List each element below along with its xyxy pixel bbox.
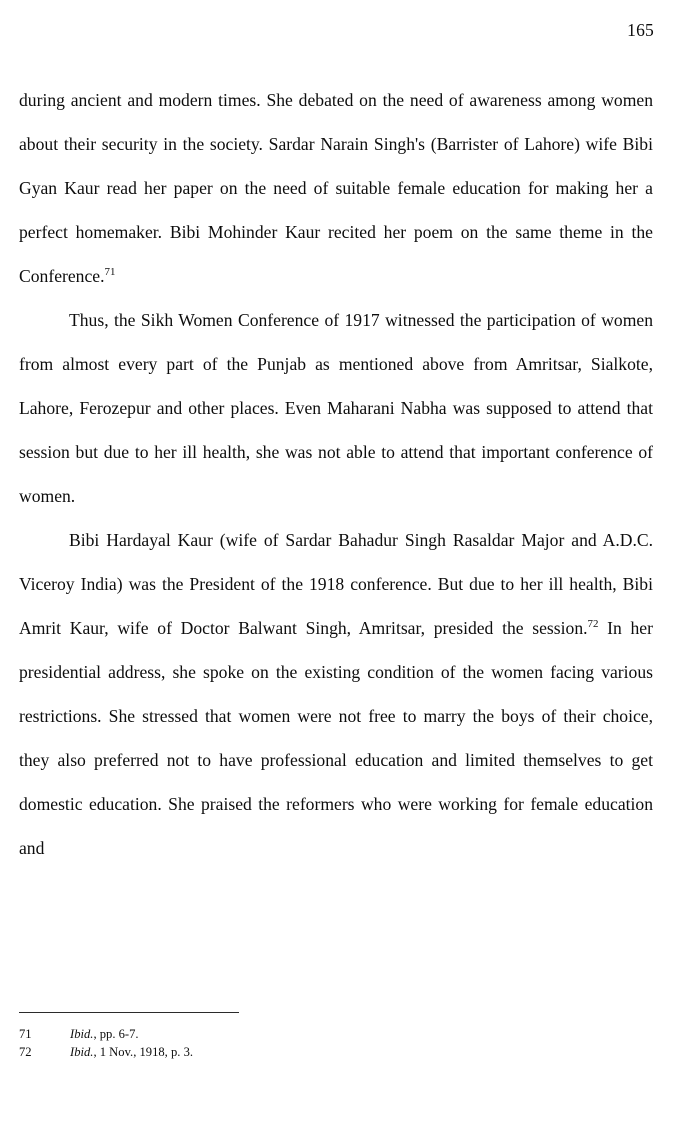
footnote-number: 72 <box>19 1044 32 1059</box>
paragraph-3-text-part-1: Bibi Hardayal Kaur (wife of Sardar Bahadur Singh Rasaldar Major and A.D.C. Viceroy India) was the President of the 1918 conference. But due to her ill health, Bibi Amrit Kaur, wife of Doctor Balwant Singh, Amritsar, presided the session. <box>19 530 653 638</box>
footnote-list <box>19 1026 639 1061</box>
page-number: 165 <box>627 20 654 40</box>
footnote-item <box>19 1044 639 1062</box>
paragraph-3-text-part-2: In her presidential address, she spoke on the existing condition of the women facing various restrictions. She stressed that women were not free to marry the boys of their choice, they also preferred not to have professional education and limited themselves to get domestic education. She praised the reformers who were working for female education and <box>19 618 653 858</box>
footnote-citation-detail: , pp. 6-7. <box>93 1027 139 1041</box>
paragraph-2 <box>19 298 653 518</box>
footnote-source-italic: Ibid. <box>70 1027 94 1041</box>
paragraph-1 <box>19 78 653 298</box>
footnote-reference-72[interactable]: 72 <box>587 618 599 631</box>
footnote-reference-71[interactable]: 71 <box>104 266 116 279</box>
footnote-item <box>19 1026 639 1044</box>
footnote-text <box>70 1044 639 1062</box>
footnote-source-italic: Ibid. <box>70 1044 94 1059</box>
footnote-separator-rule <box>19 1012 239 1013</box>
paragraph-3 <box>19 518 653 870</box>
footnote-citation-detail: , 1 Nov., 1918, p. 3. <box>93 1044 194 1059</box>
footnote-text <box>70 1026 639 1044</box>
paragraph-1-text: during ancient and modern times. She debated on the need of awareness among women about their security in the society. Sardar Narain Singh's (Barrister of Lahore) wife Bibi Gyan Kaur read her paper on the need of suitable female education for making her a perfect homemaker. Bibi Mohinder Kaur recited her poem on the same theme in the Conference. <box>19 90 653 286</box>
footnote-number: 71 <box>19 1027 32 1041</box>
paragraph-2-text: Thus, the Sikh Women Conference of 1917 witnessed the participation of women from almost every part of the Punjab as mentioned above from Amritsar, Sialkote, Lahore, Ferozepur and other places. Even Maharani Nabha was supposed to attend that session but due to her ill health, she was not able to attend that important conference of women. <box>19 310 653 506</box>
body-text-block <box>19 78 653 870</box>
